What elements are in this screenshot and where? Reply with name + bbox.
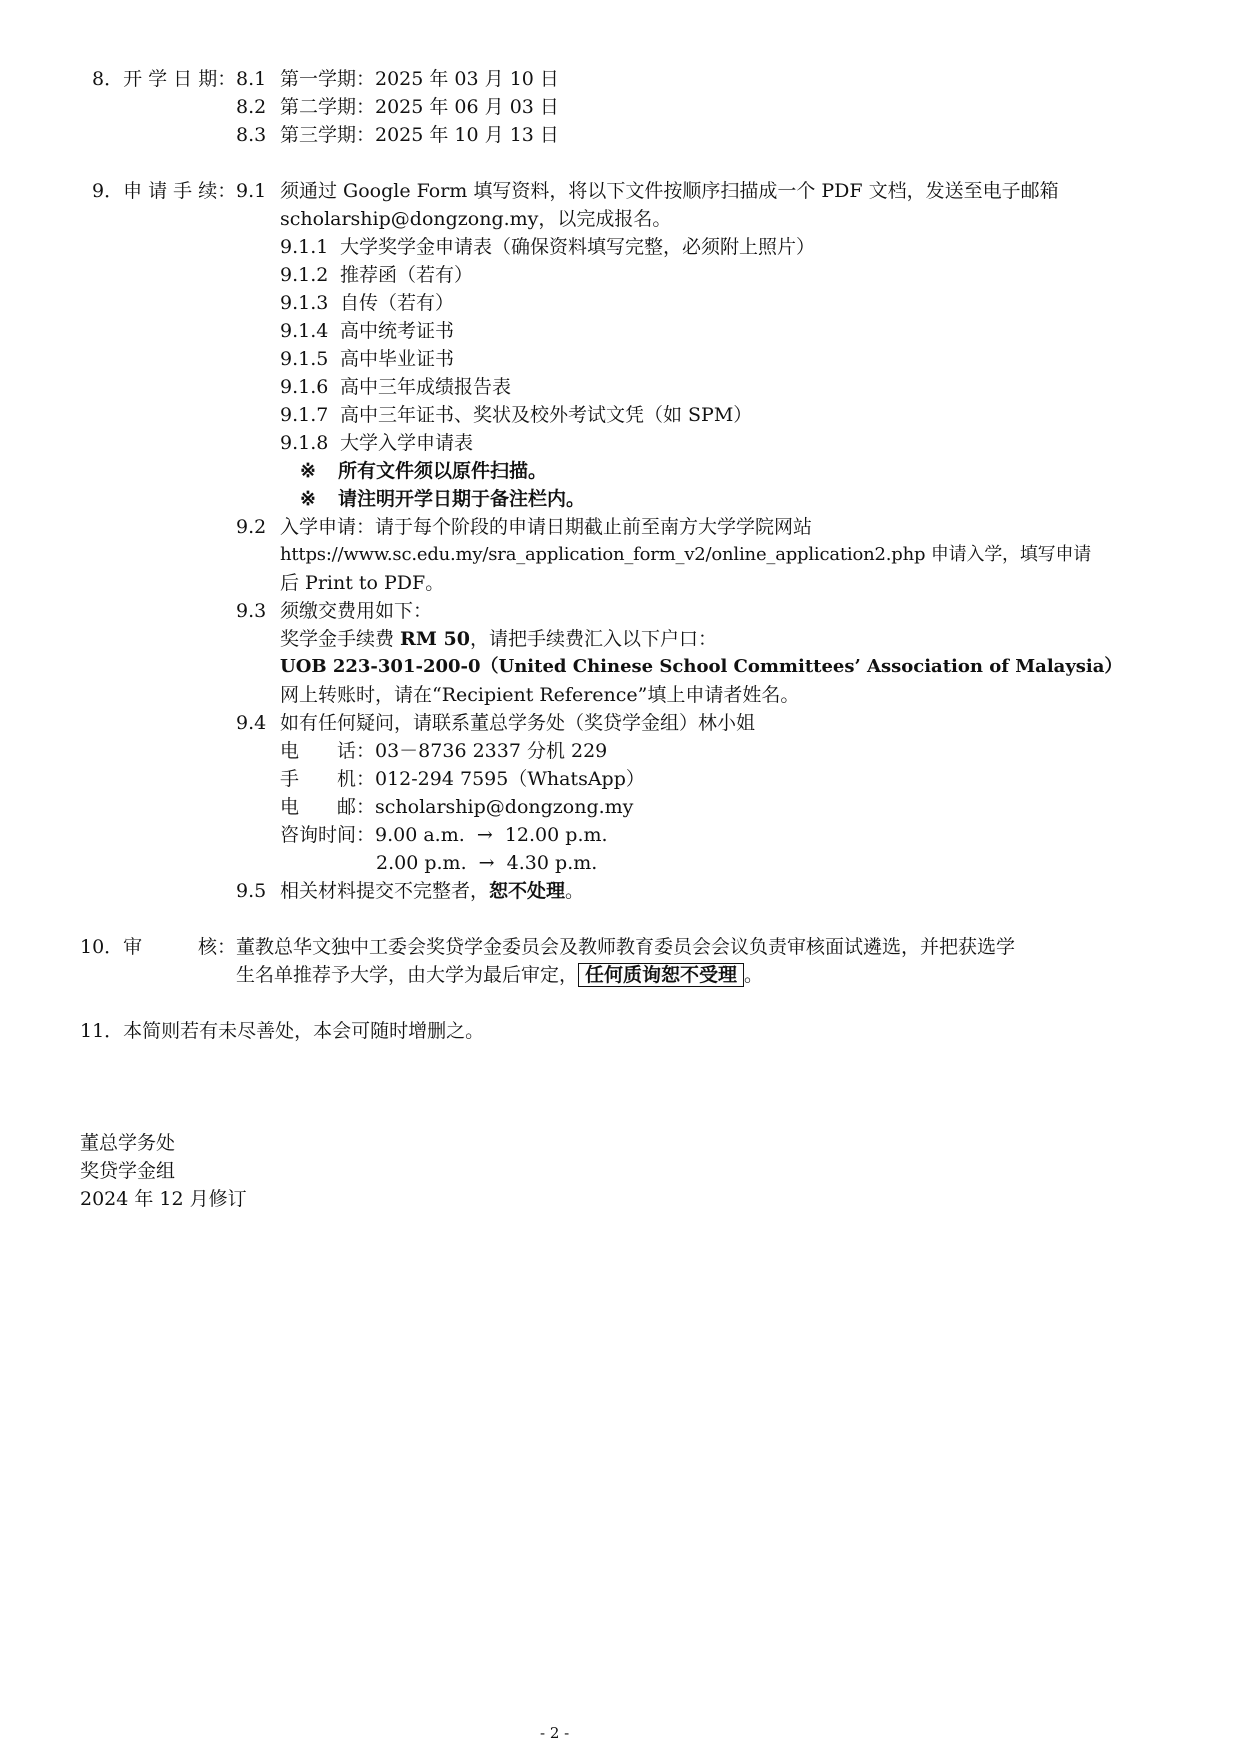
item-9-1-6-num: 9.1.6 (280, 376, 329, 398)
item-9-1-8-text: 大学入学申请表 (340, 432, 474, 454)
item-9-1-4-text: 高中统考证书 (340, 320, 455, 342)
item-9-1-5-text: 高中毕业证书 (340, 348, 455, 370)
section-8-label: 8．开 学 日 期： (92, 68, 237, 90)
item-9-5-text (280, 878, 584, 904)
note-1-text: 所有文件须以原件扫描。 (338, 460, 548, 482)
item-9-1-line1: 须通过 Google Form 填写资料，将以下文件按顺序扫描成一个 PDF 文档，发送至电子邮箱 (280, 180, 1059, 202)
signature-line-1: 董总学务处 (80, 1132, 176, 1154)
contact-mobile: 手 机：012-294 7595（WhatsApp） (280, 768, 645, 790)
item-9-5-num: 9.5 (236, 880, 267, 902)
note-2-mark: ※ (300, 488, 316, 510)
item-9-1-4-num: 9.1.4 (280, 320, 329, 342)
section-9-label: 9．申 请 手 续： (92, 180, 237, 202)
item-9-1-3-text: 自传（若有） (340, 292, 455, 314)
item-8-3-num: 8.3 (236, 124, 267, 146)
item-9-1-line2: scholarship@dongzong.my，以完成报名。 (280, 208, 672, 230)
section-10-line2-post: 。 (744, 964, 764, 986)
item-9-4-num: 9.4 (236, 712, 267, 734)
item-9-1-3-num: 9.1.3 (280, 292, 329, 314)
fee-amount: RM 50 (400, 628, 470, 650)
item-9-1-5-num: 9.1.5 (280, 348, 329, 370)
item-9-5-pre: 相关材料提交不完整者， (280, 880, 490, 902)
item-8-1-text: 第一学期：2025 年 03 月 10 日 (280, 68, 559, 90)
bank-account: UOB 223-301-200-0（United Chinese School Committees’ Association of Malaysia） (280, 656, 1123, 677)
item-9-5-bold: 恕不处理 (489, 880, 566, 902)
contact-hours-2: 2.00 p.m. → 4.30 p.m. (376, 852, 598, 874)
item-9-3-num: 9.3 (236, 600, 267, 622)
fee-post: ，请把手续费汇入以下户口： (469, 628, 717, 650)
item-9-3-line1: 须缴交费用如下： (280, 600, 433, 622)
item-9-4-line1: 如有任何疑问，请联系董总学务处（奖贷学金组）林小姐 (280, 712, 756, 734)
item-9-2-line2: https://www.sc.edu.my/sra_application_form_v2/online_application2.php 申请入学，填写申请 (280, 544, 1092, 565)
boxed-notice: 任何质询恕不受理 (578, 963, 744, 987)
item-9-2-line3: 后 Print to PDF。 (280, 572, 445, 594)
item-9-1-7-num: 9.1.7 (280, 404, 329, 426)
contact-hours-1: 咨询时间：9.00 a.m. → 12.00 p.m. (280, 824, 608, 846)
item-9-3-line2 (280, 626, 717, 652)
item-9-3-line4: 网上转账时，请在“Recipient Reference”填上申请者姓名。 (280, 684, 800, 706)
signature-line-2: 奖贷学金组 (80, 1160, 176, 1182)
note-2-text: 请注明开学日期于备注栏内。 (338, 488, 586, 510)
section-10-line1: 董教总华文独中工委会奖贷学金委员会及教师教育委员会会议负责审核面试遴选，并把获选学 (236, 936, 1016, 958)
item-9-1-1-num: 9.1.1 (280, 236, 329, 258)
item-9-1-7-text: 高中三年证书、奖状及校外考试文凭（如 SPM） (340, 404, 753, 426)
item-8-1-num: 8.1 (236, 68, 267, 90)
contact-email: 电 邮：scholarship@dongzong.my (280, 796, 634, 818)
section-10-label-b: 核： (198, 936, 237, 958)
item-9-1-8-num: 9.1.8 (280, 432, 329, 454)
item-9-2-num: 9.2 (236, 516, 267, 538)
item-9-2-line1: 入学申请：请于每个阶段的申请日期截止前至南方大学学院网站 (280, 516, 813, 538)
note-1-mark: ※ (300, 460, 316, 482)
item-8-2-text: 第二学期：2025 年 06 月 03 日 (280, 96, 559, 118)
item-8-3-text: 第三学期：2025 年 10 月 13 日 (280, 124, 559, 146)
section-10-line2 (236, 962, 763, 988)
fee-pre: 奖学金手续费 (280, 628, 401, 650)
item-8-2-num: 8.2 (236, 96, 267, 118)
signature-line-3: 2024 年 12 月修订 (80, 1188, 247, 1210)
item-9-1-1-text: 大学奖学金申请表（确保资料填写完整，必须附上照片） (340, 236, 816, 258)
contact-tel: 电 话：03－8736 2337 分机 229 (280, 740, 608, 762)
section-10-line2-pre: 生名单推荐予大学，由大学为最后审定， (236, 964, 579, 986)
item-9-1-2-num: 9.1.2 (280, 264, 329, 286)
item-9-1-num: 9.1 (236, 180, 267, 202)
item-9-1-2-text: 推荐函（若有） (340, 264, 474, 286)
page-number: - 2 - (540, 1724, 570, 1742)
item-9-5-post: 。 (565, 880, 585, 902)
section-11-text: 11．本简则若有未尽善处，本会可随时增删之。 (80, 1020, 485, 1042)
item-9-1-6-text: 高中三年成绩报告表 (340, 376, 512, 398)
section-10-label-a: 10．审 (80, 936, 143, 958)
